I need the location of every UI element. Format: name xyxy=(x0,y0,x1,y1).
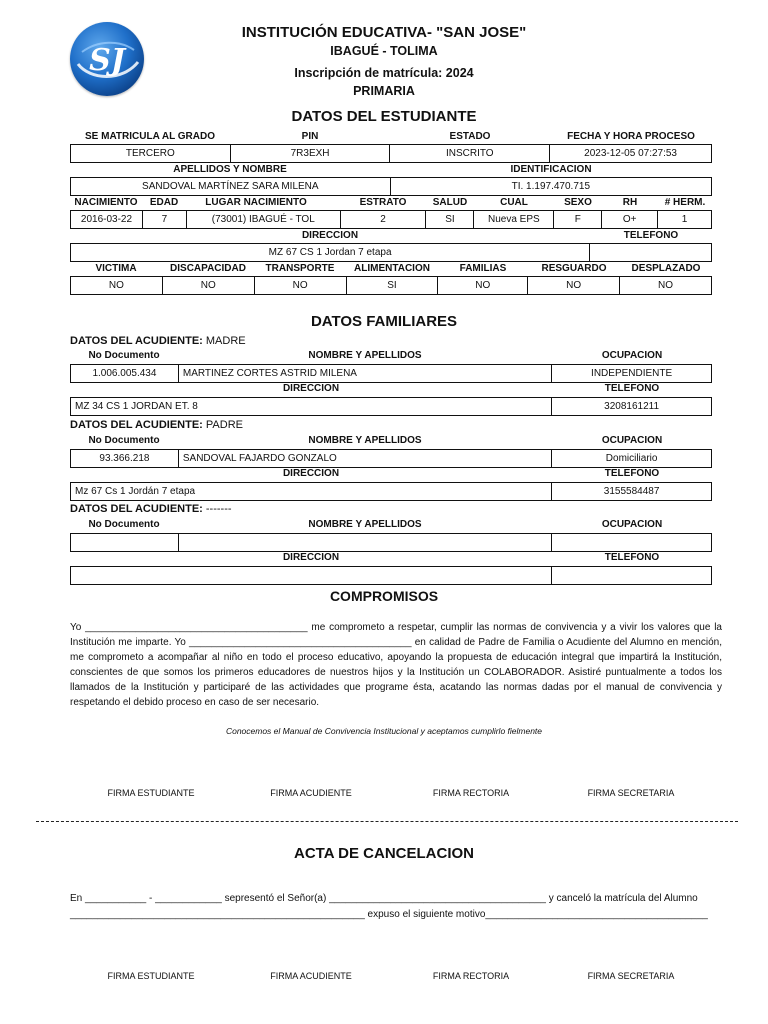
guardian-row xyxy=(70,449,712,468)
birth-value: 2016-03-22 xyxy=(71,211,143,229)
guardian-doc-value xyxy=(71,534,179,552)
disability-value: NO xyxy=(162,277,254,295)
status-label: ESTADO xyxy=(449,131,491,142)
grade-label: SE MATRICULA AL GRADO xyxy=(85,131,215,142)
guardian-heading xyxy=(70,419,243,431)
transport-value: NO xyxy=(254,277,346,295)
signature-guardian: FIRMA ACUDIENTE xyxy=(270,788,352,798)
guardian-name-value: MARTINEZ CORTES ASTRID MILENA xyxy=(178,365,551,383)
address-label: DIRECCION xyxy=(282,552,340,563)
guardian-address-value: MZ 34 CS 1 JORDAN ET. 8 xyxy=(71,398,552,416)
signature-rector: FIRMA RECTORIA xyxy=(432,971,510,981)
occupation-label: OCUPACION xyxy=(601,350,663,361)
guardian-occupation-value: INDEPENDIENTE xyxy=(552,365,712,383)
guardian-heading-label: DATOS DEL ACUDIENTE: xyxy=(70,419,203,431)
cancellation-section-title: ACTA DE CANCELACION xyxy=(294,845,474,862)
guardian-row xyxy=(70,533,712,552)
guardian-address-row xyxy=(70,566,712,585)
signature-rector: FIRMA RECTORIA xyxy=(432,788,510,798)
guardian-relation: PADRE xyxy=(205,419,243,431)
doc-label: No Documento xyxy=(88,350,160,361)
displaced-value: NO xyxy=(620,277,712,295)
grade-value: TERCERO xyxy=(71,145,231,163)
occupation-label: OCUPACION xyxy=(601,519,663,530)
guardian-address-row xyxy=(70,397,712,416)
cut-line-divider xyxy=(36,821,738,822)
guardian-relation: ------- xyxy=(205,503,232,515)
status-value: INSCRITO xyxy=(390,145,550,163)
birthplace-label: LUGAR NACIMIENTO xyxy=(205,197,307,208)
guardian-doc-value: 1.006.005.434 xyxy=(71,365,179,383)
guardian-address-row xyxy=(70,482,712,501)
displaced-label: DESPLAZADO xyxy=(631,263,701,274)
families-value: NO xyxy=(438,277,528,295)
process-date-value: 2023-12-05 07:27:53 xyxy=(550,145,712,163)
name-label: NOMBRE Y APELLIDOS xyxy=(308,435,422,446)
address-label: DIRECCION xyxy=(282,383,340,394)
food-value: SI xyxy=(346,277,438,295)
commitments-note: Conocemos el Manual de Convivencia Institucional y aceptamos cumplirlo fielmente xyxy=(225,726,543,736)
food-label: ALIMENTACION xyxy=(354,263,430,274)
signature-student: FIRMA ESTUDIANTE xyxy=(107,971,195,981)
age-label: EDAD xyxy=(149,197,179,208)
reserve-value: NO xyxy=(528,277,620,295)
student-identity-table xyxy=(70,177,712,196)
enrollment-subtitle: Inscripción de matrícula: 2024 xyxy=(294,66,474,80)
student-details-table xyxy=(70,210,712,229)
identification-label: IDENTIFICACION xyxy=(510,164,592,175)
transport-label: TRANSPORTE xyxy=(265,263,335,274)
health-provider-value: Nueva EPS xyxy=(474,211,554,229)
guardian-phone-value: 3208161211 xyxy=(552,398,712,416)
student-phone-value xyxy=(590,244,712,262)
blood-type-label: RH xyxy=(622,197,638,208)
commitments-text: Yo ________________________________________ me comprometo a respetar, cumplir las normas de convivencia y a vivir los valores que la Institución me imparte. Yo ________________________________________ en calidad de Padre de Familia o Acudiente del Alumno en mención, me comprometo a acompañar al niño en todo el proceso educativo, apoyando la propuesta de educación integral que impartirá la Institución, conscientes de que somos los primeros educadores de nuestros hijos y la Institución un COLABORADOR. Asistiré puntualmente a todos los llamados de la Institución y participaré de las actividades que programe ésta, acatando las normas dadas por el manual de convivencia y respetando el debido proceso en caso de ser necesario. xyxy=(70,622,722,708)
student-section-title: DATOS DEL ESTUDIANTE xyxy=(291,108,477,125)
cancellation-line-2: _____________________________________________________ expuso el siguiente motivo________________________________________ xyxy=(70,909,708,920)
victim-label: VICTIMA xyxy=(95,263,137,274)
birth-label: NACIMIENTO xyxy=(74,197,138,208)
signature-guardian: FIRMA ACUDIENTE xyxy=(270,971,352,981)
student-address-table xyxy=(70,243,712,262)
identification-value: TI. 1.197.470.715 xyxy=(390,178,711,196)
guardian-heading-label: DATOS DEL ACUDIENTE: xyxy=(70,335,203,347)
phone-label: TELEFONO xyxy=(604,468,660,479)
institution-city: IBAGUÉ - TOLIMA xyxy=(330,44,438,58)
name-label: NOMBRE Y APELLIDOS xyxy=(308,350,422,361)
guardian-address-value: Mz 67 Cs 1 Jordán 7 etapa xyxy=(71,483,552,501)
age-value: 7 xyxy=(142,211,186,229)
guardian-phone-value: 3155584487 xyxy=(552,483,712,501)
logo-letters: SJ xyxy=(89,43,125,78)
stratum-label: ESTRATO xyxy=(359,197,407,208)
doc-label: No Documento xyxy=(88,435,160,446)
blood-type-value: O+ xyxy=(602,211,658,229)
name-label: NOMBRE Y APELLIDOS xyxy=(308,519,422,530)
guardian-address-value xyxy=(71,567,552,585)
signature-secretary: FIRMA SECRETARIA xyxy=(587,788,675,798)
stratum-value: 2 xyxy=(340,211,426,229)
doc-label: No Documento xyxy=(88,519,160,530)
siblings-label: # HERM. xyxy=(664,197,706,208)
occupation-label: OCUPACION xyxy=(601,435,663,446)
student-name-value: SANDOVAL MARTÍNEZ SARA MILENA xyxy=(71,178,391,196)
phone-label: TELEFONO xyxy=(604,552,660,563)
guardian-heading-label: DATOS DEL ACUDIENTE: xyxy=(70,503,203,515)
victim-value: NO xyxy=(71,277,163,295)
sex-value: F xyxy=(554,211,602,229)
families-label: FAMILIAS xyxy=(459,263,507,274)
guardian-relation: MADRE xyxy=(205,335,246,347)
address-label: DIRECCION xyxy=(301,230,359,241)
education-level: PRIMARIA xyxy=(353,84,415,98)
pin-label: PIN xyxy=(301,131,319,142)
guardian-occupation-value xyxy=(552,534,712,552)
student-enrollment-table xyxy=(70,144,712,163)
health-label: SALUD xyxy=(432,197,468,208)
signature-student: FIRMA ESTUDIANTE xyxy=(107,788,195,798)
phone-label: TELEFONO xyxy=(623,230,679,241)
guardian-heading xyxy=(70,335,246,347)
guardian-row xyxy=(70,364,712,383)
student-address-value: MZ 67 CS 1 Jordan 7 etapa xyxy=(71,244,590,262)
phone-label: TELEFONO xyxy=(604,383,660,394)
disability-label: DISCAPACIDAD xyxy=(170,263,246,274)
address-label: DIRECCION xyxy=(282,468,340,479)
guardian-phone-value xyxy=(552,567,712,585)
birthplace-value: (73001) IBAGUÉ - TOL xyxy=(186,211,340,229)
process-date-label: FECHA Y HORA PROCESO xyxy=(567,131,695,142)
health-value: SI xyxy=(426,211,474,229)
health-provider-label: CUAL xyxy=(500,197,528,208)
siblings-value: 1 xyxy=(658,211,712,229)
guardian-name-value: SANDOVAL FAJARDO GONZALO xyxy=(178,450,551,468)
commitments-section-title: COMPROMISOS xyxy=(329,588,439,604)
guardian-heading xyxy=(70,503,232,515)
family-section-title: DATOS FAMILIARES xyxy=(310,313,458,330)
guardian-doc-value: 93.366.218 xyxy=(71,450,179,468)
signature-secretary: FIRMA SECRETARIA xyxy=(587,971,675,981)
pin-value: 7R3EXH xyxy=(230,145,390,163)
sex-label: SEXO xyxy=(564,197,592,208)
guardian-name-value xyxy=(178,534,551,552)
institution-title: INSTITUCIÓN EDUCATIVA- "SAN JOSE" xyxy=(241,24,527,41)
guardian-occupation-value: Domiciliario xyxy=(552,450,712,468)
student-conditions-table xyxy=(70,276,712,295)
reserve-label: RESGUARDO xyxy=(541,263,607,274)
cancellation-line-1: En ___________ - ____________ sepresentó el Señor(a) _______________________________________ y canceló la matrícula del Alumno xyxy=(70,893,698,904)
names-label: APELLIDOS Y NOMBRE xyxy=(173,164,287,175)
